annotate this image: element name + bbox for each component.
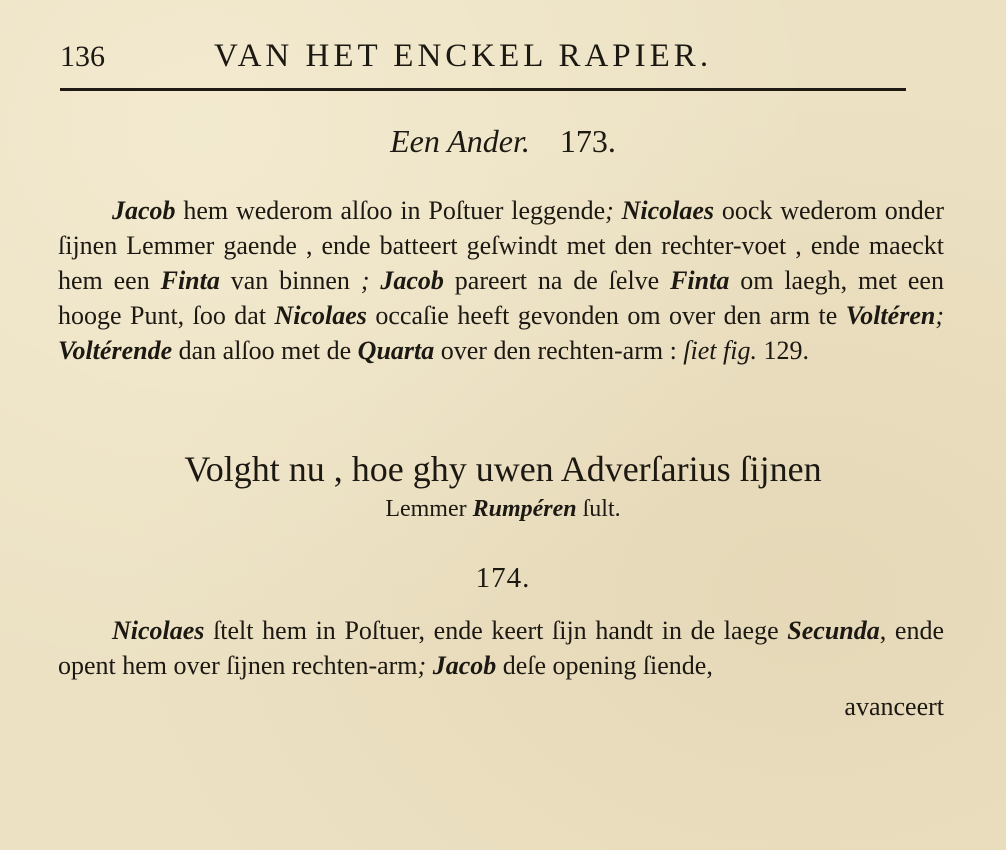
section-173-segment: ;	[360, 266, 381, 295]
header-rule	[60, 88, 906, 91]
section-173-segment: Finta	[160, 266, 220, 295]
section-173-segment: Quarta	[357, 336, 435, 365]
page-number: 136	[60, 40, 105, 73]
section-174-title: Volght nu , hoe ghy uwen Adverſarius ſijnen	[184, 449, 822, 489]
section-174-number: 174.	[475, 562, 531, 594]
section-174-segment: , ende opent hem over ſijnen rechten-arm	[58, 616, 944, 680]
section-173-segment: ;	[605, 196, 622, 225]
section-173-segment: dan alſoo met de	[172, 336, 358, 365]
section-174-segment: deſe opening ſiende,	[496, 651, 713, 680]
section-173-segment: ſiet fig.	[683, 336, 757, 365]
section-173-segment: om laegh, met een hooge Punt, ſoo dat	[58, 266, 944, 330]
section-173-segment: Voltérende	[58, 336, 173, 365]
running-title: VAN HET ENCKEL RAPIER.	[214, 38, 713, 74]
section-173-segment: van binnen	[219, 266, 361, 295]
section-173-segment: oock wederom onder ſijnen Lemmer gaende , ende batteert geſwindt met den rechter-voet , ende maeckt hem een	[58, 196, 944, 295]
section-173-segment: Nicolaes	[274, 301, 367, 330]
section-173-segment: over den rechten-arm :	[434, 336, 684, 365]
section-173-number: 173.	[559, 123, 616, 159]
section-174-segment: Jacob	[432, 651, 497, 680]
section-173-segment: occaſie heeft gevonden om over den arm te	[366, 301, 846, 330]
section-174-segment: ;	[417, 651, 433, 680]
section-173-paragraph	[58, 193, 944, 368]
subtitle-italic: Rumpéren	[472, 496, 577, 522]
section-173-segment: ;	[935, 301, 944, 330]
section-174-segment: ſtelt hem in Poſtuer, ende keert ſijn handt in de laege	[204, 616, 788, 645]
catchword: avanceert	[844, 692, 944, 721]
section-173-segment: Jacob	[380, 266, 444, 295]
section-173-segment: Jacob	[112, 196, 176, 225]
section-174-subtitle	[0, 496, 1006, 523]
section-173-segment: pareert na de ſelve	[443, 266, 671, 295]
subtitle-end: ſult.	[576, 496, 621, 522]
section-174-paragraph	[58, 613, 944, 683]
section-173-segment: Voltéren	[845, 301, 936, 330]
section-174-segment: Secunda	[787, 616, 880, 645]
section-173-segment: Nicolaes	[621, 196, 715, 225]
section-174-segment: Nicolaes	[112, 616, 205, 645]
subtitle-text: Lemmer	[385, 496, 473, 522]
section-173-segment: 129.	[756, 336, 809, 365]
section-173-title: Een Ander.	[390, 123, 530, 159]
page-header	[60, 32, 906, 82]
section-173-segment: hem wederom alſoo in Poſtuer leggende	[175, 196, 606, 225]
section-173-segment: Finta	[670, 266, 730, 295]
section-173-heading	[0, 123, 1006, 160]
